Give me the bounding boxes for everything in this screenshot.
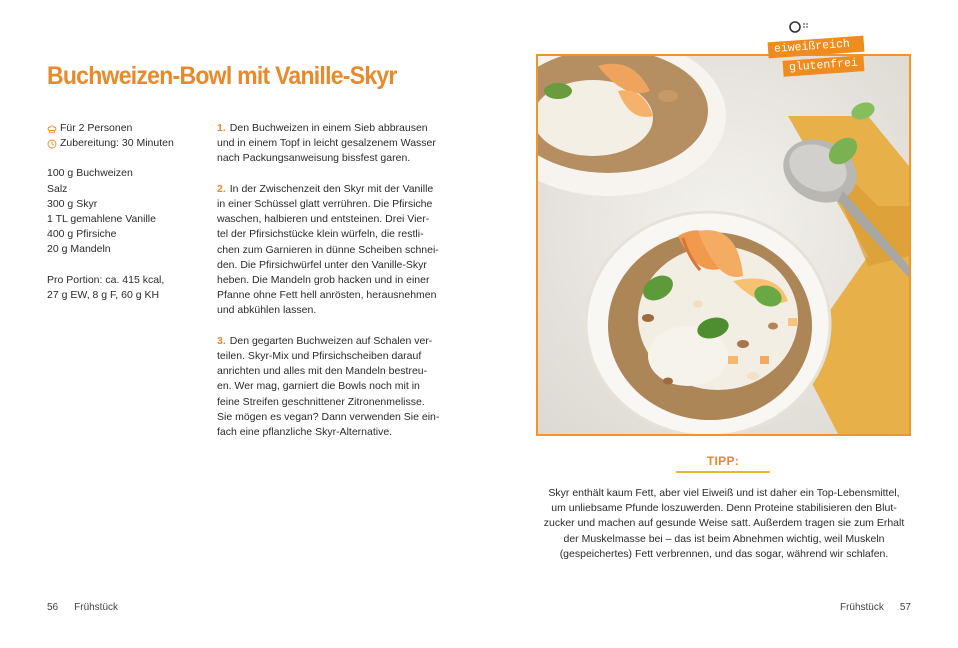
step-line: chen zum Garnieren in dünne Scheiben schnei- [217,243,439,256]
nutrition-info [47,273,207,303]
step-2 [217,182,439,319]
section-name-right: Frühstück [839,602,884,613]
tip-line: (gespeichertes) Fett verbrennen, und das sogar, während wir schlafen. [559,547,889,560]
step-line [217,182,432,197]
instruction-steps [217,121,440,455]
step-line: waschen, halbieren und entsteinen. Drei Vier- [217,213,430,226]
step-number: 2. [217,182,226,195]
step-line [217,121,432,136]
footer-left [47,602,118,613]
step-line: Pfanne ohne Fett hell anrösten, herausnehmen [217,289,437,302]
ingredient-item: 1 TL gemahlene Vanille [47,213,156,226]
step-line: Sie mögen es vegan? Dann verwenden Sie ein- [217,410,440,423]
tip-line: Skyr enthält kaum Fett, aber viel Eiweiß und ist daher ein Top-Lebensmittel, [548,487,900,499]
ingredient-item: 20 g Mandeln [47,243,111,256]
nutrition-line: Pro Portion: ca. 415 kcal, [47,273,165,286]
step-line: den. Die Pfirsichwürfel unter den Vanille-Skyr [217,258,427,271]
ingredient-list [47,166,207,257]
bowl-illustration [538,56,909,434]
step-line: heben. Die Mandeln grob hacken und in einer [217,274,430,287]
tag-group [768,39,864,74]
ingredient-item: 400 g Pfirsiche [47,228,117,241]
step-1 [217,121,436,167]
page-number-left: 56 [47,602,59,613]
step-line: teilen. Skyr-Mix und Pfirsichscheiben darauf [217,350,422,363]
chef-hat-icon [47,124,57,134]
tip-heading: TIPP: [706,454,740,468]
recipe-photo [536,54,911,436]
tag-label: glutenfrei [783,55,865,77]
tip-underline [676,471,770,473]
prep-time-text: Zubereitung: 30 Minuten [60,137,174,150]
ingredient-item: Salz [47,182,68,195]
prep-time-row [47,136,207,151]
ingredient-item: 100 g Buchweizen [47,167,133,180]
page-number-right: 57 [899,602,911,613]
tip-text [538,486,910,562]
step-number: 1. [217,122,226,134]
tip-line: um unliebsame Pfunde loszuwerden. Denn Proteine stabilisieren den Blut- [551,502,897,515]
recipe-title: Buchweizen-Bowl mit Vanille-Skyr [47,62,397,90]
tip-line: zucker und machen auf gesunde Weise satt. Außerdem tragen sie zum Erhalt [543,517,905,530]
step-line: und abkühlen lassen. [217,304,317,317]
tag-label: eiweißreich [768,36,865,59]
clock-icon [47,139,57,149]
ingredient-item: 300 g Skyr [47,197,98,210]
tip-line: der Muskelmasse bei – das ist beim Abnehmen wichtig, weil Muskeln [563,532,885,545]
nutrition-line: 27 g EW, 8 g F, 60 g KH [47,288,160,301]
step-line: en. Wer mag, garniert die Bowls noch mit in [217,380,420,393]
step-text: Den Buchweizen in einem Sieb abbrausen [229,122,428,134]
step-line: und in einem Topf in leicht gesalzenem Wasser [217,137,436,150]
step-line: nach Packungsanweisung bissfest garen. [217,152,411,165]
step-text: Den gegarten Buchweizen auf Schalen ver- [229,334,433,347]
servings-row [47,121,207,136]
step-number: 3. [217,334,226,347]
recipe-meta [47,121,207,303]
decorative-circle-icon [788,20,812,34]
step-line: feine Streifen geschnittener Zitronenmelisse. [217,395,425,408]
step-3 [217,334,440,440]
section-name-left: Frühstück [74,602,119,613]
step-line: in einer Schüssel glatt verrühren. Die Pfirsiche [217,198,433,210]
step-line: fach eine pflanzliche Skyr-Alternative. [217,426,393,439]
step-text: In der Zwischenzeit den Skyr mit der Vanille [229,182,434,195]
step-line [217,334,432,349]
servings-text: Für 2 Personen [60,122,133,134]
footer-right [840,602,911,613]
step-line: anrichten und alles mit den Mandeln bestreu- [217,365,428,378]
step-line: tel der Pfirsichstücke klein würfeln, die restli- [217,228,424,241]
